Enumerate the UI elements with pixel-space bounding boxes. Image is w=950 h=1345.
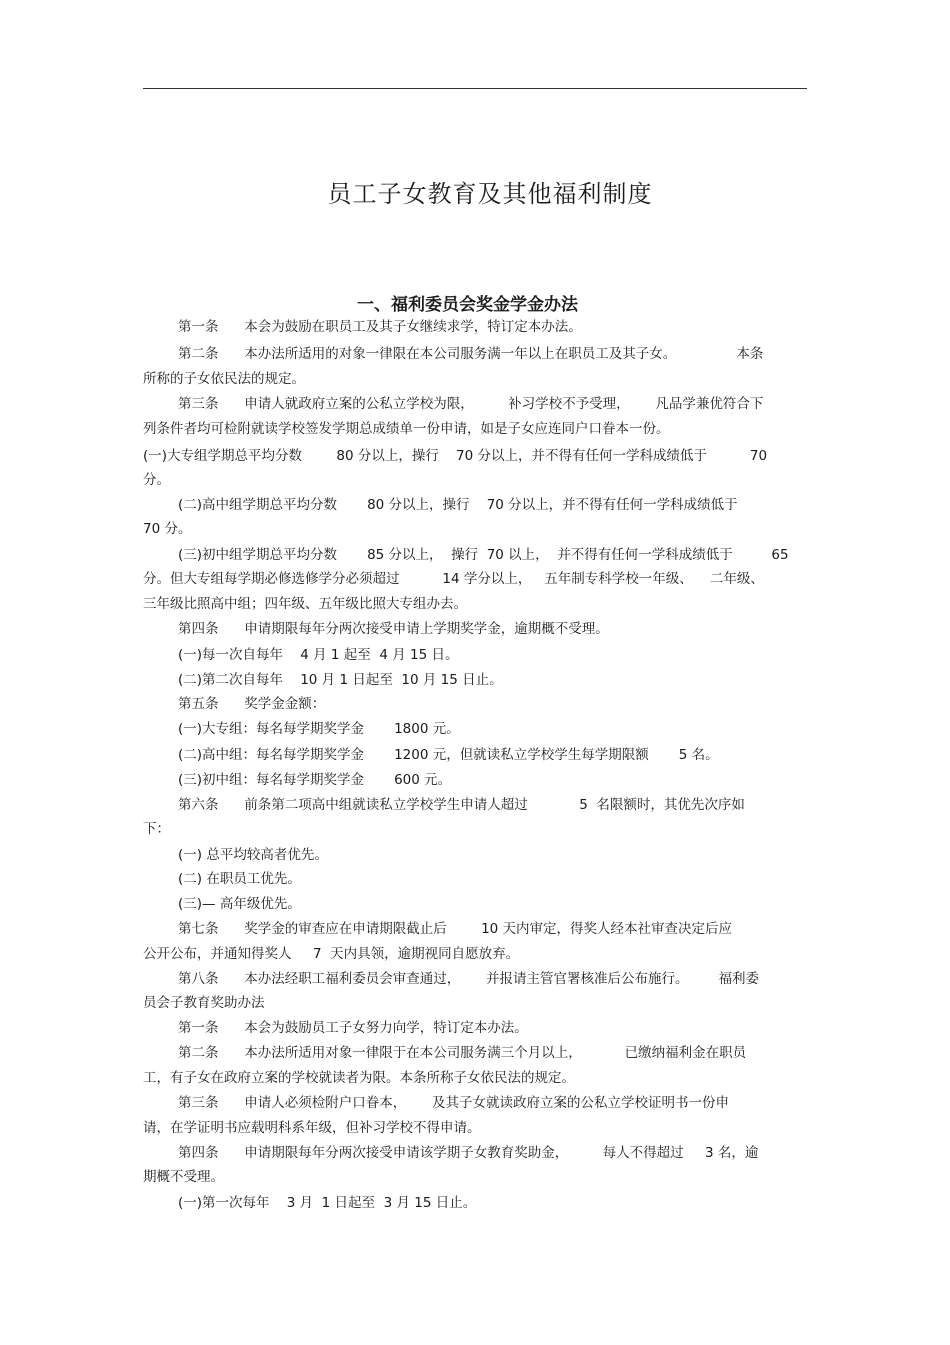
text-line: 员会子教育奖助办法 (143, 995, 265, 1011)
text-line: (三)初中组学期总平均分数 85 分以上， 操行 70 以上， 并不得有任何一学科成绩低于 65 (178, 547, 789, 563)
header-rule (143, 88, 807, 89)
text-line: 第一条 本会为鼓励在职员工及其子女继续求学，特订定本办法。 (178, 319, 582, 335)
section-title: 一、福利委员会奖金学金办法 (357, 295, 578, 315)
text-line: 第四条 申请期限每年分两次接受申请上学期奖学金，逾期概不受理。 (178, 621, 609, 637)
text-line: 公开公布，并通知得奖人 7 天内具领，逾期视同自愿放弃。 (143, 946, 520, 962)
text-line: 分。但大专组每学期必修选修学分必须超过 14 学分以上， 五年制专科学校一年级、 二年级、 (143, 571, 764, 587)
text-line: 三年级比照高中组；四年级、五年级比照大专组办去。 (143, 596, 467, 612)
text-line: 第六条 前条第二项高中组就读私立学校学生申请人超过 5 名限额时，其优先次序如 (178, 797, 745, 813)
text-line: 第一条 本会为鼓励员工子女努力向学，特订定本办法。 (178, 1020, 528, 1036)
text-line: (二) 在职员工优先。 (178, 871, 301, 887)
text-line: (一)大专组：每名每学期奖学金 1800 元。 (178, 721, 460, 737)
text-line: 期概不受理。 (143, 1169, 224, 1185)
text-line: 第三条 申请人就政府立案的公私立学校为限， 补习学校不予受理， 凡品学兼优符合下 (178, 396, 764, 412)
text-line: (三)— 高年级优先。 (178, 896, 301, 912)
text-line: (一) 总平均较高者优先。 (178, 847, 328, 863)
text-line: 第五条 奖学金金额： (178, 696, 326, 712)
text-line: 所称的子女依民法的规定。 (143, 371, 305, 387)
text-line: (二)第二次自每年 10 月 1 日起至 10 月 15 日止。 (178, 672, 503, 688)
text-line: 第八条 本办法经职工福利委员会审查通过， 并报请主管官署核准后公布施行。 福利委 (178, 971, 760, 987)
document-title: 员工子女教育及其他福利制度 (327, 180, 653, 208)
text-line: 70 分。 (143, 521, 192, 537)
text-line: 第三条 申请人必须检附户口眷本， 及其子女就读政府立案的公私立学校证明书一份申 (178, 1095, 729, 1111)
text-line: 请，在学证明书应载明科系年级，但补习学校不得申请。 (143, 1120, 481, 1136)
text-line: (一)每一次自每年 4 月 1 起至 4 月 15 日。 (178, 647, 459, 663)
text-line: (二)高中组学期总平均分数 80 分以上，操行 70 分以上，并不得有任何一学科成绩低于 (178, 497, 738, 513)
text-line: 下： (143, 821, 170, 837)
text-line: 第七条 奖学金的审查应在申请期限截止后 10 天内审定，得奖人经本社审查决定后应 (178, 921, 733, 937)
text-line: 列条件者均可检附就读学校签发学期总成绩单一份申请，如是子女应连同户口眷本一份。 (143, 421, 670, 437)
text-line: 第四条 申请期限每年分两次接受申请该学期子女教育奖助金， 每人不得超过 3 名，逾 (178, 1145, 759, 1161)
text-line: (一)第一次每年 3 月 1 日起至 3 月 15 日止。 (178, 1195, 477, 1211)
text-line: (二)高中组：每名每学期奖学金 1200 元，但就读私立学校学生每学期限额 5 名。 (178, 747, 719, 763)
text-line: 第二条 本办法所适用的对象一律限在本公司服务满一年以上在职员工及其子女。 本条 (178, 346, 764, 362)
text-line: (三)初中组：每名每学期奖学金 600 元。 (178, 772, 452, 788)
text-line: (一)大专组学期总平均分数 80 分以上，操行 70 分以上，并不得有任何一学科成绩低于 70 (143, 448, 768, 464)
text-line: 工，有子女在政府立案的学校就读者为限。本条所称子女依民法的规定。 (143, 1070, 575, 1086)
text-line: 分。 (143, 472, 170, 488)
text-line: 第二条 本办法所适用对象一律限于在本公司服务满三个月以上， 已缴纳福利金在职员 (178, 1045, 747, 1061)
